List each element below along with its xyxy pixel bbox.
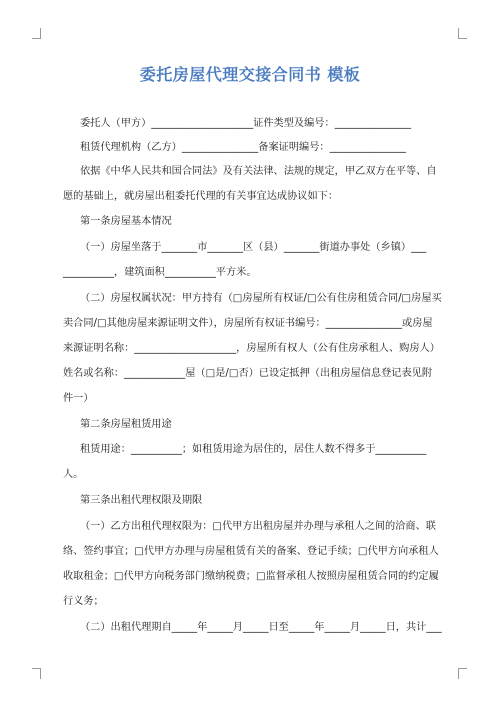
article-2-line-1: 租赁用途：__________；如租赁用途为居住的，居住人数不得多于__________ bbox=[80, 444, 427, 455]
article-1-item-1-line-2: __________，建筑面积__________平方米。 bbox=[63, 267, 257, 278]
agent-line: 租赁代理机构（乙方）_______________备案证明编号：_______________ bbox=[80, 142, 406, 153]
article-3-heading: 第三条出租代理权限及期限 bbox=[80, 495, 203, 506]
article-3-item-1-line-4: 行义务； bbox=[63, 596, 104, 607]
article-3-item-1-line-2: 络、签约事宜；□代甲方办理与房屋租赁有关的备案、登记手续；□代甲方向承租人 bbox=[63, 546, 439, 557]
article-1-item-2-line-2: 卖合同/□其他房屋来源证明文件），房屋所有权证书编号：_______________或房屋 bbox=[63, 318, 433, 329]
article-1-item-2-line-5: 件一） bbox=[63, 393, 94, 404]
crop-mark-top-left bbox=[32, 28, 41, 39]
document-title: 委托房屋代理交接合同书 模板 bbox=[139, 65, 361, 84]
article-1-item-1-line-1: （一）房屋坐落于_______市_______区（县）_______街道办事处（乡镇）___ bbox=[80, 242, 427, 253]
article-1-item-2-line-3: 来源证明名称：____________________，房屋所有权人（公有住房承租人、购房人） bbox=[63, 343, 440, 354]
principal-line: 委托人（甲方）____________________证件类型及编号：_______________ bbox=[80, 118, 412, 129]
preamble-line-1: 依据《中华人民共和国合同法》及有关法律、法规的规定，甲乙双方在平等、自 bbox=[80, 166, 437, 177]
preamble-line-2: 愿的基础上，就房屋出租委托代理的有关事宜达成协议如下： bbox=[63, 191, 339, 202]
article-1-heading: 第一条房屋基本情况 bbox=[80, 216, 172, 227]
article-3-item-1-line-1: （一）乙方出租代理权限为：□代甲方出租房屋并办理与承租人之间的洽商、联 bbox=[80, 521, 436, 532]
article-3-item-2-line-1: （二）出租代理期自_____年_____月_____日至_____年_____月_____日，共计___ bbox=[80, 622, 442, 633]
article-2-line-2: 人。 bbox=[63, 469, 84, 480]
crop-mark-bottom-left bbox=[32, 668, 41, 679]
article-3-item-1-line-3: 收取租金；□代甲方向税务部门缴纳税费；□监督承租人按照房屋租赁合同的约定履 bbox=[63, 571, 439, 582]
article-1-item-2-line-1: （二）房屋权属状况：甲方持有（□房屋所有权证/□公有住房租赁合同/□房屋买 bbox=[80, 293, 442, 304]
crop-mark-top-right bbox=[458, 28, 467, 39]
article-1-item-2-line-4: 姓名或名称：____________屋（□是/□否）已设定抵押（出租房屋信息登记表见附 bbox=[63, 368, 433, 379]
crop-mark-bottom-right bbox=[458, 668, 467, 679]
article-2-heading: 第二条房屋租赁用途 bbox=[80, 419, 172, 430]
